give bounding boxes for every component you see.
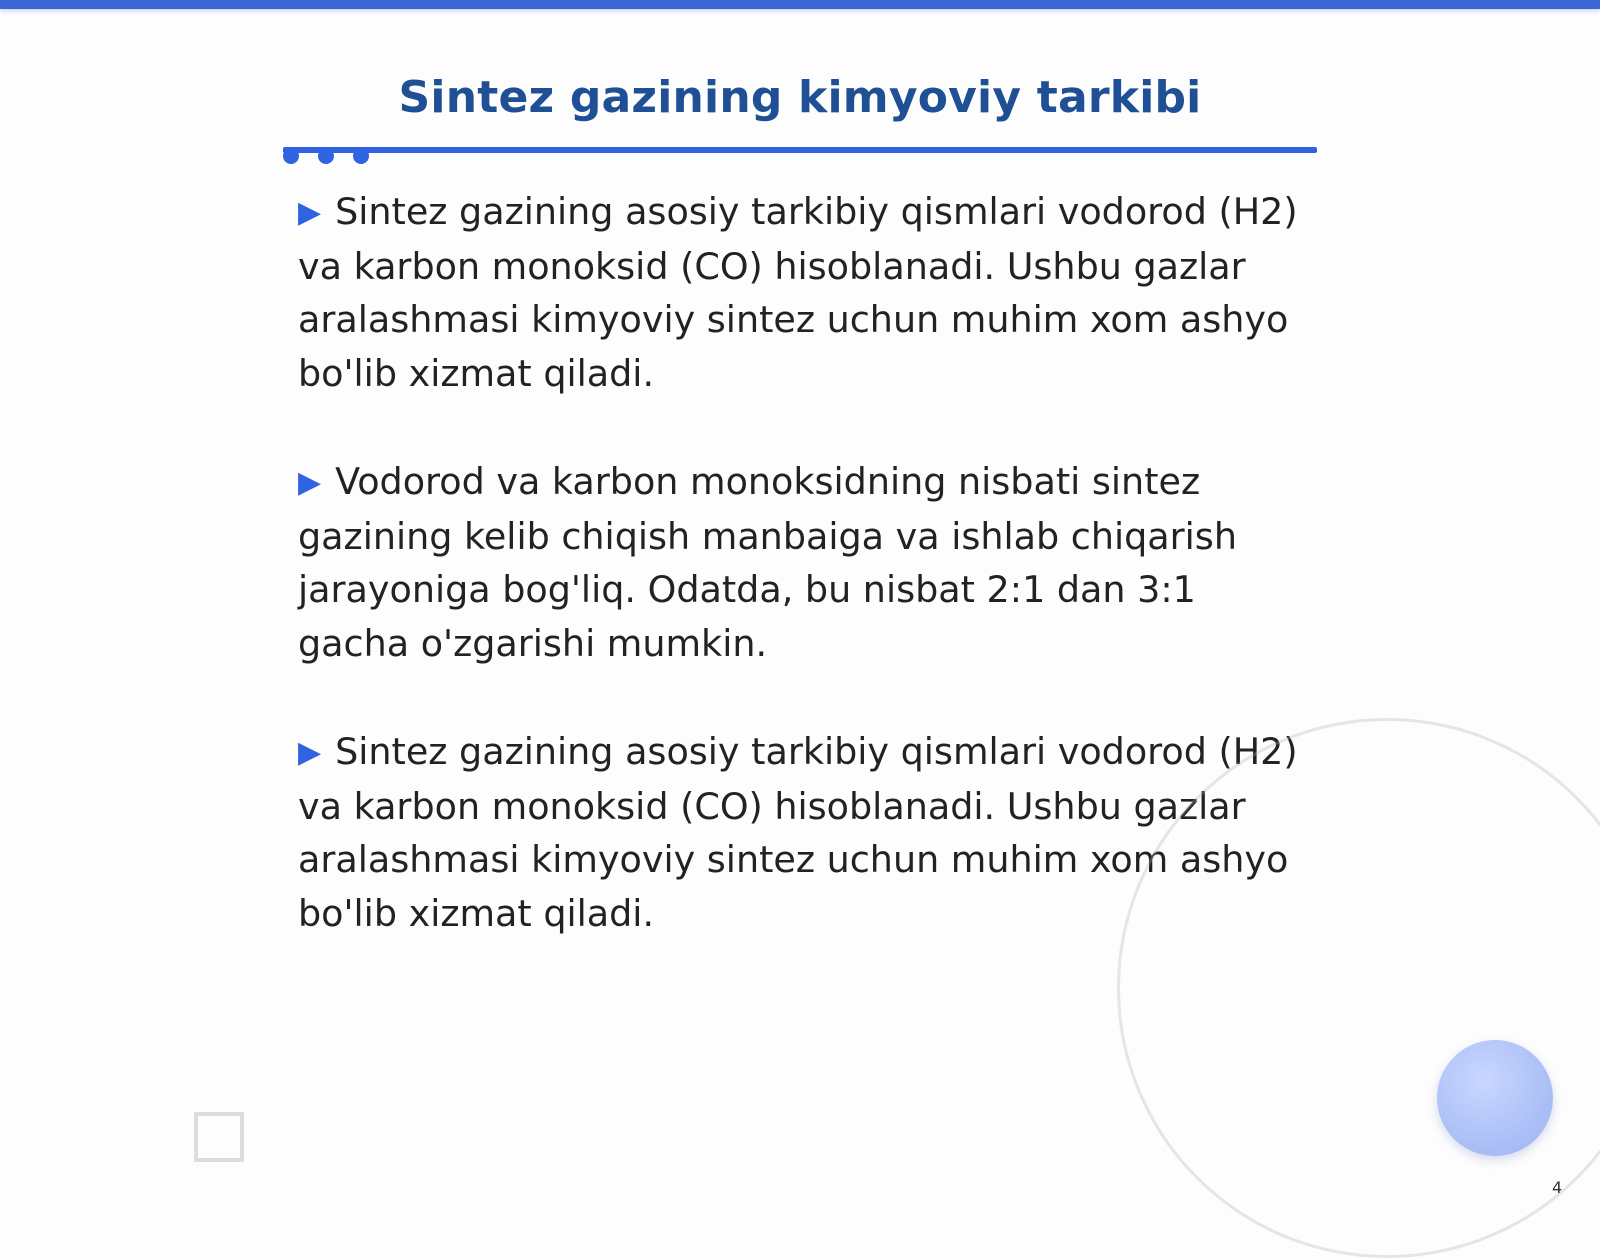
slide-title: Sintez gazining kimyoviy tarkibi [398,72,1202,123]
bullet-arrow-icon: ▶ [298,735,322,770]
decorative-dot-1 [283,148,299,164]
decorative-dot-3 [353,148,369,164]
decorative-dot-2 [318,148,334,164]
bullet-text: Sintez gazining asosiy tarkibiy qismlari vodorod (H2) va karbon monoksid (CO) hisoblanadi. Ushbu gazlar aralashmasi kimyoviy sintez uchun muhim xom ashyo bo'lib xizmat qiladi. [298,730,1298,935]
bullet-arrow-icon: ▶ [298,195,322,230]
top-accent-bar [0,0,1600,9]
decorative-square-outline [194,1112,244,1162]
bullet-text: Vodorod va karbon monoksidning nisbati sintez gazining kelib chiqish manbaiga va ishlab chiqarish jarayoniga bog'liq. Odatda, bu nisbat 2:1 dan 3:1 gacha o'zgarishi mumkin. [298,460,1237,665]
title-underline [283,147,1317,153]
bullet-text: Sintez gazining asosiy tarkibiy qismlari vodorod (H2) va karbon monoksid (CO) hisoblanadi. Ushbu gazlar aralashmasi kimyoviy sintez uchun muhim xom ashyo bo'lib xizmat qiladi. [298,190,1298,395]
bullet-arrow-icon: ▶ [298,465,322,500]
bullet-item-1 [298,185,1308,400]
page-number: 4 [1552,1178,1563,1197]
bullet-item-2 [298,455,1308,670]
decorative-circle-filled [1437,1040,1553,1156]
